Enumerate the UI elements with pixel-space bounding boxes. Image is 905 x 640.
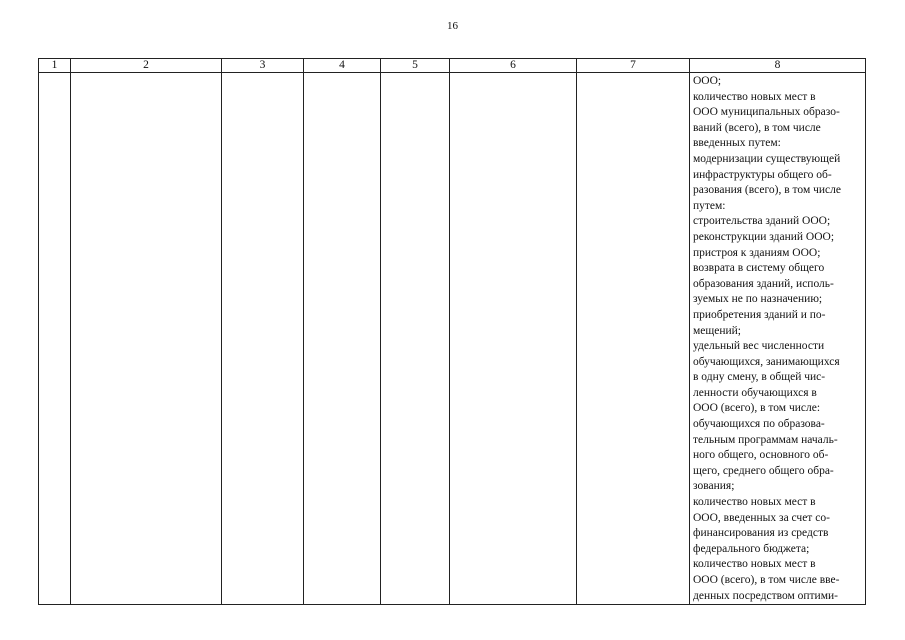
cell-col-7 <box>577 73 690 605</box>
column-header-2: 2 <box>71 59 222 73</box>
cell-col-1 <box>39 73 71 605</box>
cell-col-3 <box>222 73 304 605</box>
indicator-text-line: тельным программам началь- <box>693 433 838 446</box>
cell-col-5 <box>381 73 450 605</box>
indicator-text-line: ООО (всего), в том числе: <box>693 402 821 415</box>
indicator-text-line: ленности обучающихся в <box>693 386 817 399</box>
indicator-text-line: денных посредством оптими- <box>693 589 838 602</box>
column-header-7: 7 <box>577 59 690 73</box>
column-header-3: 3 <box>222 59 304 73</box>
indicator-text-line: зования; <box>693 480 735 493</box>
indicator-text-line: возврата в систему общего <box>693 262 825 275</box>
indicator-text-line: удельный вес численности <box>693 340 825 353</box>
column-header-5: 5 <box>381 59 450 73</box>
indicator-text-line: ООО, введенных за счет со- <box>693 511 830 524</box>
indicator-text-line: обучающихся, занимающихся <box>693 355 840 368</box>
cell-col-4 <box>304 73 381 605</box>
indicator-text-line: путем: <box>693 199 726 212</box>
table-row <box>39 73 866 605</box>
indicator-text-line: зуемых не по назначению; <box>693 293 823 306</box>
indicator-text-line: ваний (всего), в том числе <box>693 121 821 134</box>
indicator-text-line: образования зданий, исполь- <box>693 277 834 290</box>
indicator-text-line: в одну смену, в общей чис- <box>693 371 826 384</box>
indicator-text-line: количество новых мест в <box>693 558 816 571</box>
indicator-text-line: мещений; <box>693 324 741 337</box>
table-header-row <box>39 59 866 73</box>
document-table <box>38 58 866 605</box>
indicator-text-line: федерального бюджета; <box>693 542 810 555</box>
cell-col-6 <box>450 73 577 605</box>
indicator-text-line: строительства зданий ООО; <box>693 215 831 228</box>
indicator-text-line: приобретения зданий и по- <box>693 308 826 321</box>
indicator-text-line: количество новых мест в <box>693 496 816 509</box>
column-header-6: 6 <box>450 59 577 73</box>
indicator-text-line: введенных путем: <box>693 137 781 150</box>
cell-col-8 <box>690 73 866 605</box>
cell-col-2 <box>71 73 222 605</box>
indicator-text-line: щего, среднего общего обра- <box>693 464 834 477</box>
indicator-text-line: инфраструктуры общего об- <box>693 168 832 181</box>
indicator-text-line: разования (всего), в том числе <box>693 184 841 197</box>
page-number: 16 <box>447 20 458 32</box>
indicator-text-line: ООО муниципальных образо- <box>693 106 840 119</box>
indicator-text-line: количество новых мест в <box>693 90 816 103</box>
column-header-1: 1 <box>39 59 71 73</box>
indicator-text-line: модернизации существующей <box>693 152 841 165</box>
column-header-8: 8 <box>690 59 866 73</box>
indicator-text-line: ООО; <box>693 75 722 87</box>
indicator-text-line: ного общего, основного об- <box>693 449 829 462</box>
indicator-text-line: реконструкции зданий ООО; <box>693 230 835 243</box>
indicator-text-line: пристроя к зданиям ООО; <box>693 246 821 259</box>
indicator-text-line: финансирования из средств <box>693 527 829 540</box>
indicator-text-line: ООО (всего), в том числе вве- <box>693 574 840 586</box>
column-header-4: 4 <box>304 59 381 73</box>
indicator-text-line: обучающихся по образова- <box>693 418 825 431</box>
